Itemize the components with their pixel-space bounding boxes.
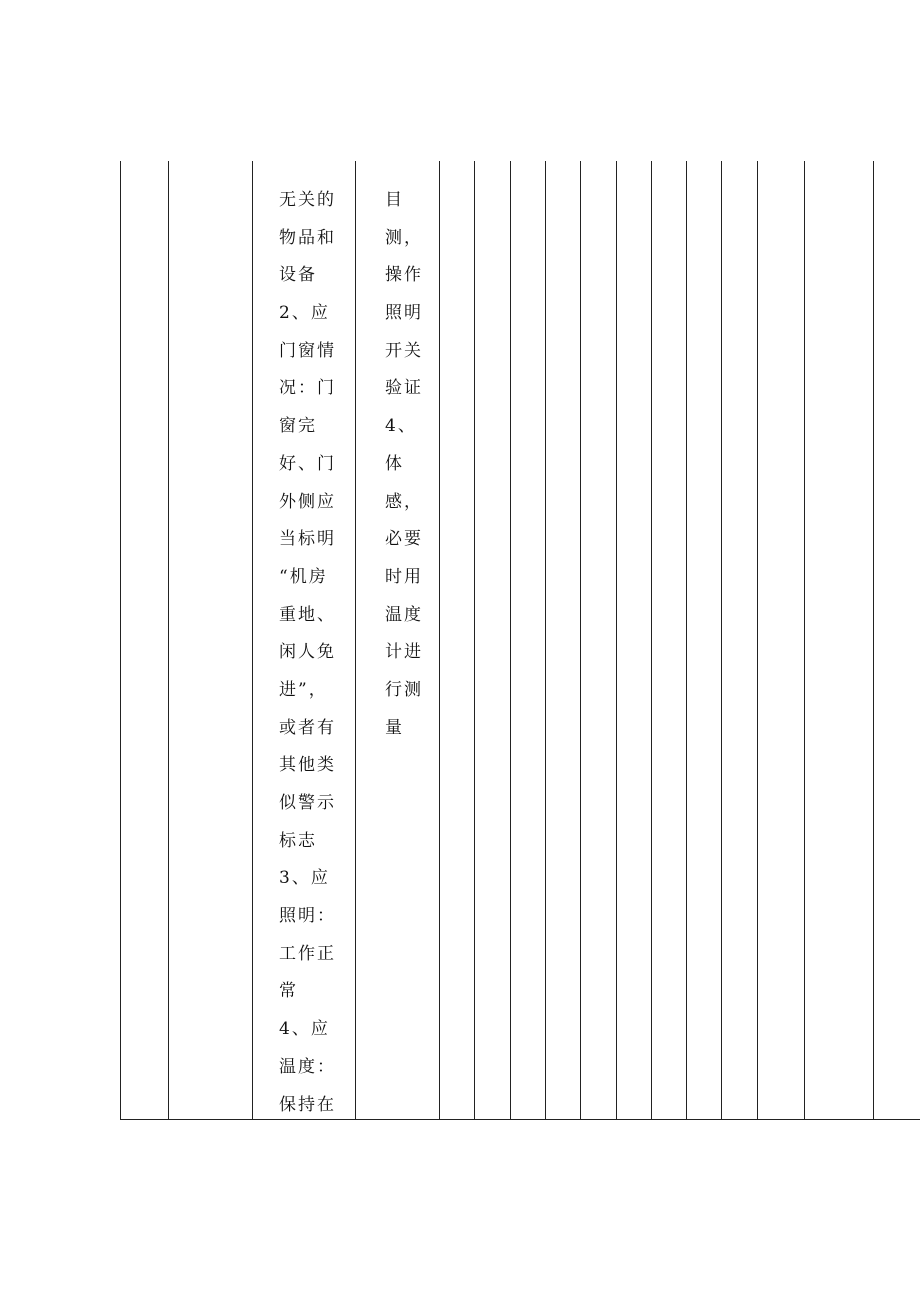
column-divider <box>168 161 169 1119</box>
requirement-line: 保持在 <box>279 1094 336 1115</box>
requirement-line: 4、应 <box>279 1019 330 1040</box>
requirement-line: 温度： <box>279 1056 336 1077</box>
requirement-line: 物品和 <box>279 227 336 248</box>
method-line: 感， <box>385 491 423 512</box>
method-line: 行测 <box>385 679 423 700</box>
requirement-line: 或者有 <box>279 717 336 738</box>
column-divider <box>545 161 546 1119</box>
requirement-line: 当标明 <box>279 529 336 550</box>
column-divider <box>510 161 511 1119</box>
method-line: 测， <box>385 227 423 248</box>
column-divider <box>120 161 121 1119</box>
method-line: 计进 <box>385 642 423 663</box>
method-line: 必要 <box>385 529 423 550</box>
method-line: 目 <box>385 190 404 210</box>
requirement-line: 外侧应 <box>279 491 336 512</box>
column-divider <box>616 161 617 1119</box>
requirement-line: 工作正 <box>279 943 336 964</box>
column-divider <box>252 161 253 1119</box>
requirement-line: 似警示 <box>279 793 336 813</box>
method-line: 验证 <box>385 378 423 399</box>
requirement-line: “机房 <box>279 566 328 587</box>
requirement-line: 标志 <box>279 830 317 851</box>
requirement-line: 无关的 <box>279 190 336 210</box>
requirement-line: 门窗情 <box>279 340 336 361</box>
requirement-cell <box>279 182 336 1124</box>
method-line: 4、 <box>385 416 417 437</box>
column-divider <box>355 161 356 1119</box>
requirement-line: 闲人免 <box>279 642 336 663</box>
column-divider <box>804 161 805 1119</box>
method-line: 体 <box>385 453 404 474</box>
requirement-line: 进”， <box>279 679 328 700</box>
requirement-line: 设备 <box>279 265 317 286</box>
column-divider <box>873 161 874 1119</box>
method-line: 时用 <box>385 566 423 587</box>
method-line: 开关 <box>385 340 423 361</box>
method-line: 操作 <box>385 265 423 286</box>
inspection-table <box>120 161 920 1120</box>
requirement-line: 2、应 <box>279 303 330 324</box>
requirement-line: 好、门 <box>279 453 336 474</box>
column-divider <box>757 161 758 1119</box>
column-divider <box>439 161 440 1119</box>
column-divider <box>651 161 652 1119</box>
method-cell <box>385 182 423 747</box>
column-divider <box>474 161 475 1119</box>
column-divider <box>580 161 581 1119</box>
method-line: 温度 <box>385 604 423 625</box>
column-divider <box>686 161 687 1119</box>
requirement-line: 况：门 <box>279 378 336 399</box>
requirement-line: 重地、 <box>279 604 336 625</box>
requirement-line: 3、应 <box>279 868 330 889</box>
method-line: 量 <box>385 717 404 738</box>
column-divider <box>721 161 722 1119</box>
requirement-line: 照明： <box>279 906 336 927</box>
requirement-line: 窗完 <box>279 416 317 437</box>
method-line: 照明 <box>385 303 423 324</box>
requirement-line: 常 <box>279 981 298 1002</box>
requirement-line: 其他类 <box>279 755 336 776</box>
